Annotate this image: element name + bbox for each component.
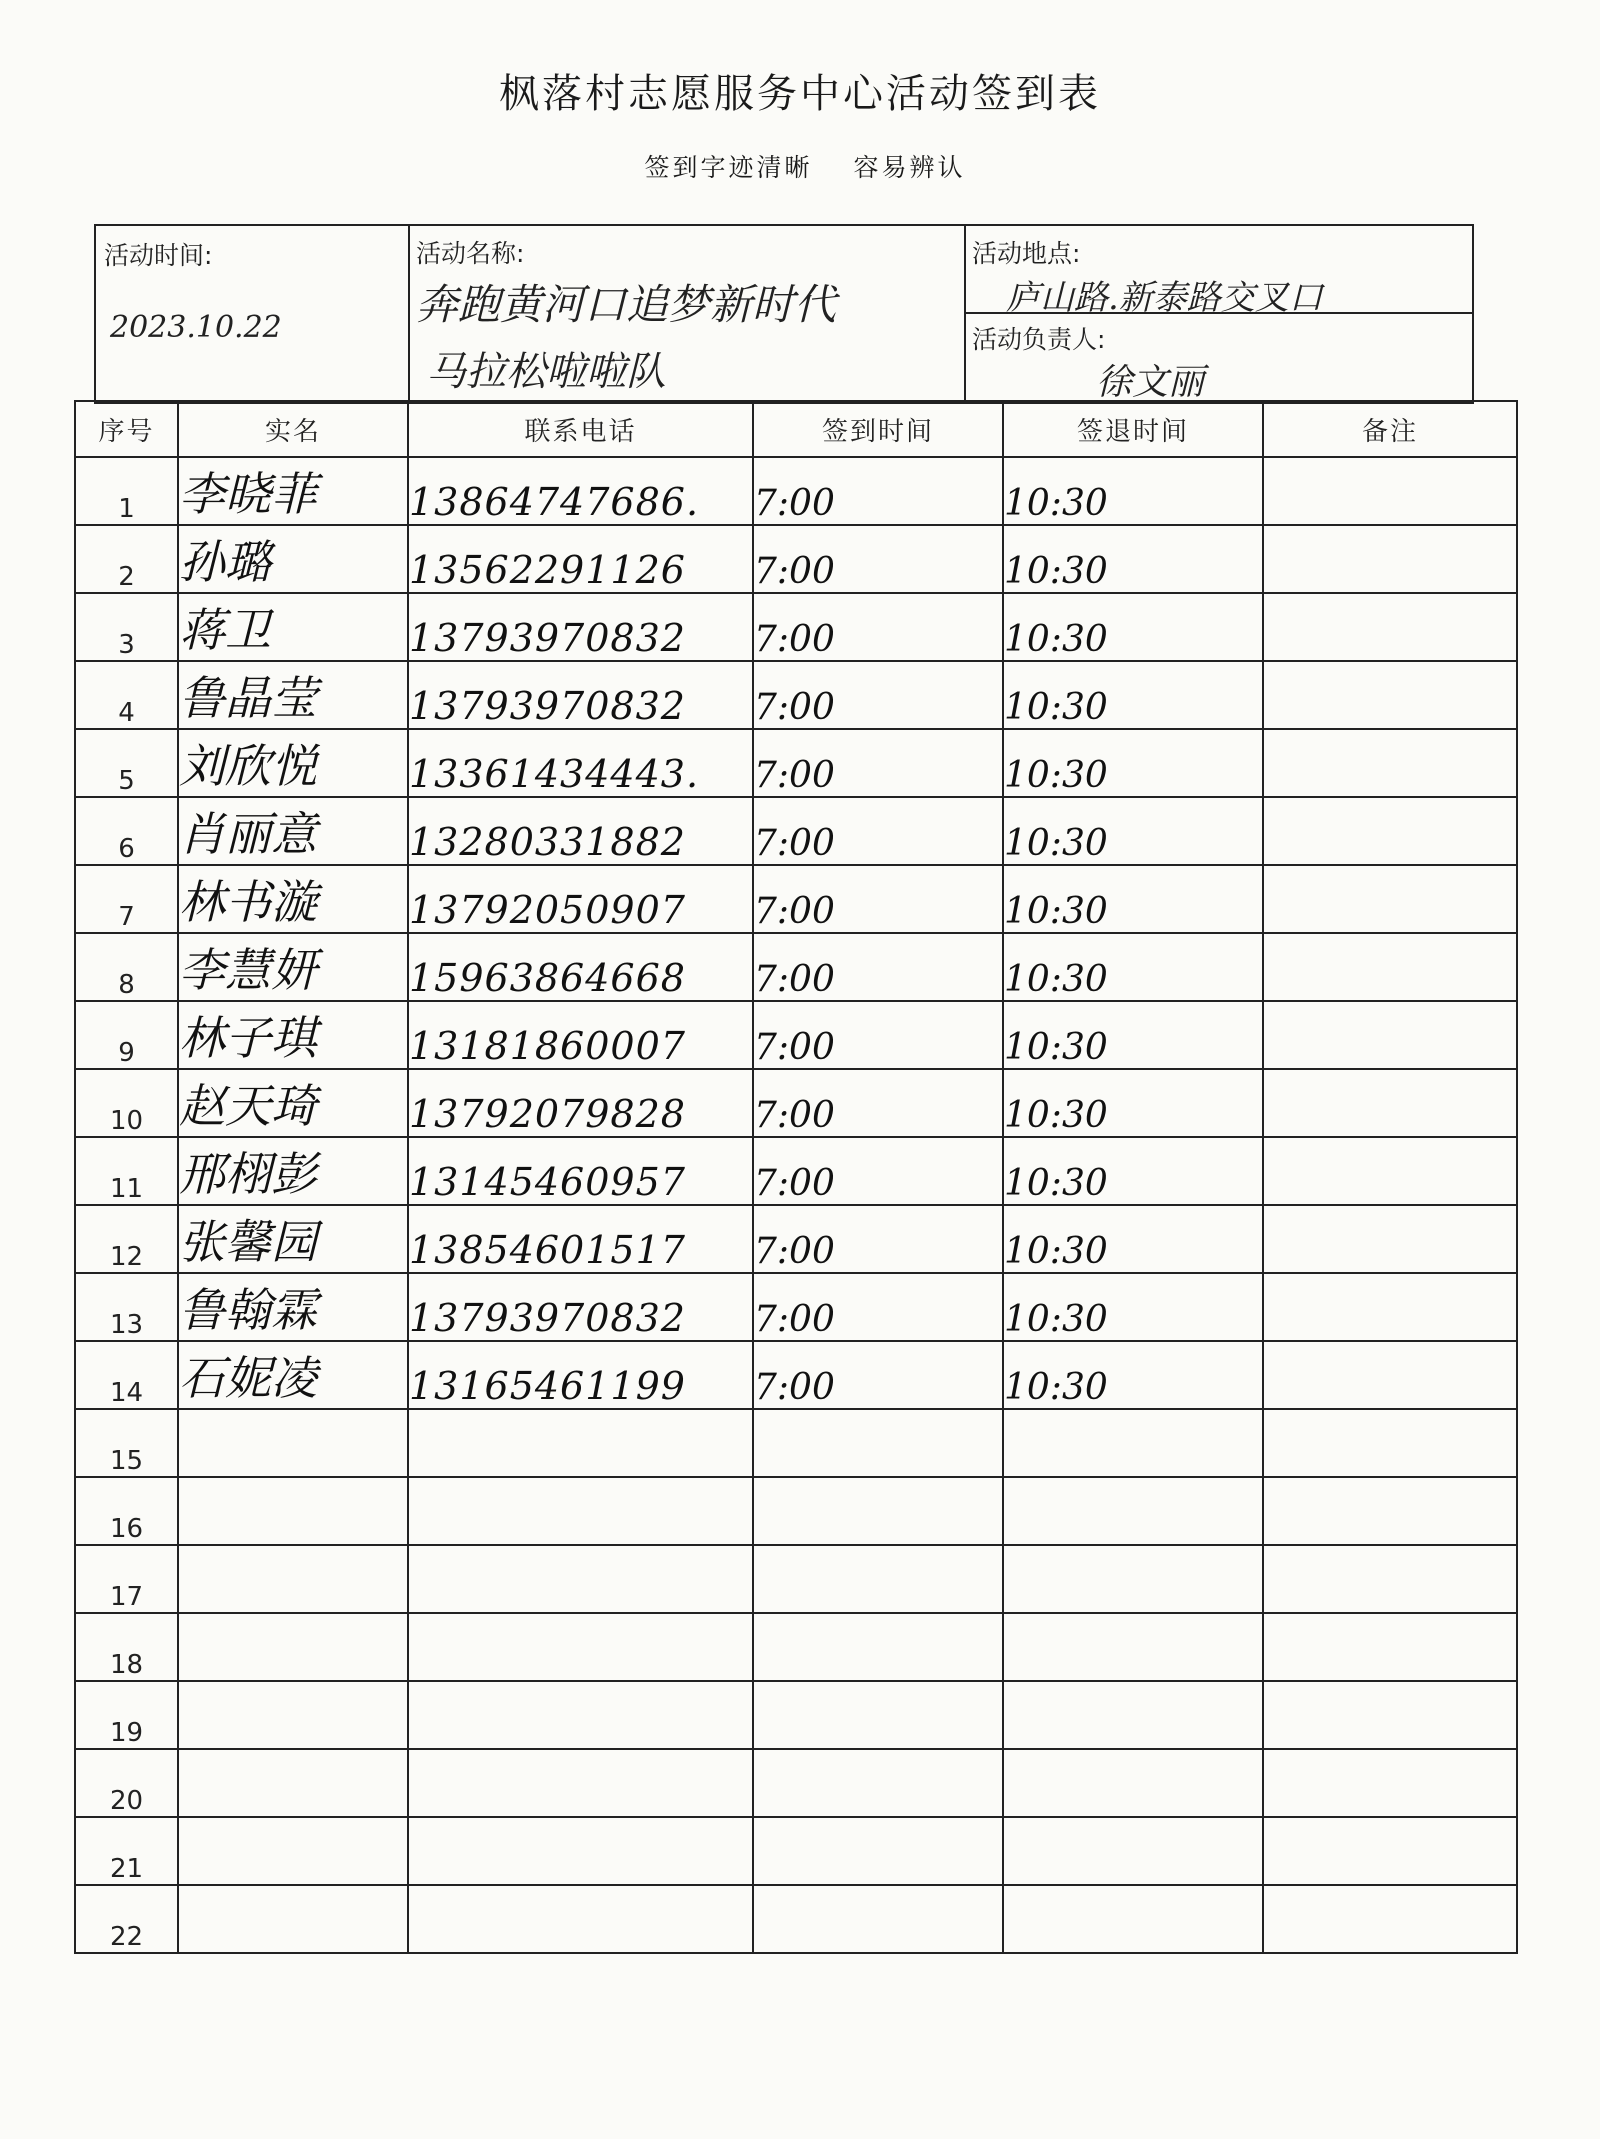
row-index (75, 865, 178, 933)
row-checkout-time (1003, 865, 1263, 933)
row-name-text: 林子琪 (179, 1011, 317, 1065)
row-phone-text: 13864747686. (409, 480, 700, 524)
row-phone (408, 457, 753, 525)
row-checkout-time (1003, 1069, 1263, 1137)
row-name-text: 赵天琦 (179, 1079, 317, 1133)
row-index-text: 10 (109, 1106, 144, 1136)
row-checkin-time-text: 7:00 (754, 823, 835, 864)
row-name-text: 林书漩 (179, 875, 317, 929)
row-name (178, 661, 408, 729)
row-checkin-time-text: 7:00 (754, 1299, 835, 1340)
row-checkout-time (1003, 1749, 1263, 1817)
page-subtitle: 签到字迹清晰 容易辨认 (644, 153, 966, 182)
table-row (75, 1885, 1517, 1953)
row-checkin-time-text: 7:00 (754, 619, 835, 660)
row-checkout-time-text: 10:30 (1004, 483, 1108, 524)
row-checkin-time (753, 1069, 1003, 1137)
row-checkin-time-text: 7:00 (754, 687, 835, 728)
activity-name-label: 活动名称: (416, 239, 525, 268)
table-row (75, 1205, 1517, 1273)
row-phone-text: 15963864668 (409, 956, 686, 1000)
row-phone-text: 13793970832 (409, 684, 686, 728)
row-phone-text: 13165461199 (409, 1364, 686, 1408)
row-index-text: 19 (109, 1718, 144, 1748)
col-header-phone: 联系电话 (408, 401, 753, 457)
activity-time-label: 活动时间: (104, 241, 213, 270)
col-header-name: 实名 (178, 401, 408, 457)
row-phone (408, 525, 753, 593)
activity-name-value-line2: 马拉松啦啦队 (426, 349, 666, 395)
table-row (75, 1749, 1517, 1817)
row-checkin-time-text: 7:00 (754, 755, 835, 796)
row-checkout-time (1003, 1205, 1263, 1273)
row-name (178, 1477, 408, 1545)
row-index-text: 14 (109, 1378, 144, 1408)
row-note (1263, 1273, 1517, 1341)
row-name-text: 李慧妍 (179, 943, 317, 997)
row-checkout-time (1003, 1545, 1263, 1613)
row-index-text: 21 (109, 1854, 144, 1884)
row-index-text: 16 (109, 1514, 144, 1544)
row-note (1263, 1001, 1517, 1069)
row-phone (408, 1477, 753, 1545)
row-phone-text: 13793970832 (409, 1296, 686, 1340)
row-name-text: 蒋卫 (179, 603, 271, 657)
row-checkout-time (1003, 1817, 1263, 1885)
row-phone (408, 1001, 753, 1069)
row-index-text: 17 (109, 1582, 144, 1612)
table-row (75, 1341, 1517, 1409)
row-phone (408, 1681, 753, 1749)
row-checkout-time-text: 10:30 (1004, 1027, 1108, 1068)
table-row (75, 1477, 1517, 1545)
row-index (75, 1817, 178, 1885)
row-phone-text: 13361434443. (409, 752, 700, 796)
row-name (178, 797, 408, 865)
row-note (1263, 1341, 1517, 1409)
row-checkout-time (1003, 1477, 1263, 1545)
row-note (1263, 1069, 1517, 1137)
row-note (1263, 865, 1517, 933)
row-index-text: 13 (109, 1310, 144, 1340)
row-checkout-time (1003, 933, 1263, 1001)
row-name-text: 肖丽意 (179, 807, 317, 861)
table-row (75, 661, 1517, 729)
row-name-text: 刘欣悦 (179, 739, 317, 793)
row-index (75, 1069, 178, 1137)
row-index (75, 1205, 178, 1273)
row-index-text: 1 (118, 494, 135, 524)
row-phone (408, 865, 753, 933)
row-note (1263, 1681, 1517, 1749)
row-phone-text: 13792050907 (409, 888, 686, 932)
row-checkin-time (753, 457, 1003, 525)
row-checkin-time (753, 1817, 1003, 1885)
table-row (75, 1817, 1517, 1885)
row-phone (408, 933, 753, 1001)
row-name (178, 1341, 408, 1409)
row-phone (408, 661, 753, 729)
row-checkin-time (753, 797, 1003, 865)
sign-in-table (74, 400, 1518, 1954)
table-row (75, 1409, 1517, 1477)
row-phone-text: 13854601517 (409, 1228, 686, 1272)
row-checkout-time-text: 10:30 (1004, 959, 1108, 1000)
row-checkin-time (753, 661, 1003, 729)
row-note (1263, 661, 1517, 729)
row-checkout-time-text: 10:30 (1004, 619, 1108, 660)
row-index (75, 1341, 178, 1409)
row-index (75, 1885, 178, 1953)
row-phone (408, 1205, 753, 1273)
row-note (1263, 1545, 1517, 1613)
activity-info-box (94, 224, 1474, 404)
row-checkin-time-text: 7:00 (754, 1027, 835, 1068)
row-checkout-time (1003, 1681, 1263, 1749)
row-checkin-time (753, 933, 1003, 1001)
row-index-text: 22 (109, 1922, 144, 1952)
row-phone (408, 1749, 753, 1817)
row-checkout-time (1003, 1001, 1263, 1069)
row-note (1263, 1817, 1517, 1885)
row-index-text: 15 (109, 1446, 144, 1476)
row-checkin-time-text: 7:00 (754, 551, 835, 592)
row-name (178, 1817, 408, 1885)
row-name-text: 鲁翰霖 (179, 1283, 317, 1337)
row-note (1263, 1885, 1517, 1953)
row-phone-text: 13793970832 (409, 616, 686, 660)
row-checkout-time-text: 10:30 (1004, 891, 1108, 932)
row-checkin-time (753, 525, 1003, 593)
table-row (75, 1273, 1517, 1341)
row-name (178, 1545, 408, 1613)
row-name-text: 张馨园 (179, 1215, 317, 1269)
row-index (75, 729, 178, 797)
row-checkout-time (1003, 1137, 1263, 1205)
row-checkin-time (753, 1341, 1003, 1409)
page-title: 枫落村志愿服务中心活动签到表 (499, 71, 1101, 117)
row-checkin-time-text: 7:00 (754, 1231, 835, 1272)
row-checkin-time (753, 1477, 1003, 1545)
table-row (75, 1137, 1517, 1205)
row-phone (408, 593, 753, 661)
row-checkin-time-text: 7:00 (754, 1367, 835, 1408)
table-header-row (75, 401, 1517, 457)
row-name (178, 1681, 408, 1749)
row-checkout-time-text: 10:30 (1004, 1299, 1108, 1340)
row-checkout-time (1003, 797, 1263, 865)
row-name-text: 孙璐 (179, 535, 271, 589)
row-name (178, 1749, 408, 1817)
row-phone (408, 1273, 753, 1341)
table-row (75, 1545, 1517, 1613)
activity-leader-label: 活动负责人: (972, 325, 1106, 354)
row-note (1263, 1477, 1517, 1545)
row-index (75, 797, 178, 865)
table-row (75, 525, 1517, 593)
row-checkout-time-text: 10:30 (1004, 551, 1108, 592)
row-index-text: 4 (118, 698, 135, 728)
row-checkout-time (1003, 457, 1263, 525)
row-checkout-time (1003, 593, 1263, 661)
row-index-text: 12 (109, 1242, 144, 1272)
row-checkout-time-text: 10:30 (1004, 1163, 1108, 1204)
row-phone (408, 1545, 753, 1613)
info-divider (964, 226, 966, 404)
row-phone (408, 1885, 753, 1953)
row-checkin-time-text: 7:00 (754, 959, 835, 1000)
table-row (75, 865, 1517, 933)
row-name (178, 1001, 408, 1069)
row-name-text: 邢栩彭 (179, 1147, 317, 1201)
row-index-text: 8 (118, 970, 135, 1000)
table-row (75, 1613, 1517, 1681)
row-phone (408, 1137, 753, 1205)
row-checkout-time-text: 10:30 (1004, 823, 1108, 864)
row-index (75, 1749, 178, 1817)
row-name-text: 石妮凌 (179, 1351, 317, 1405)
row-note (1263, 1749, 1517, 1817)
table-row (75, 1069, 1517, 1137)
row-name (178, 1273, 408, 1341)
row-note (1263, 797, 1517, 865)
row-index (75, 1681, 178, 1749)
row-note (1263, 525, 1517, 593)
row-name (178, 933, 408, 1001)
row-checkout-time (1003, 661, 1263, 729)
row-index-text: 3 (118, 630, 135, 660)
row-phone-text: 13562291126 (409, 548, 686, 592)
row-phone (408, 1069, 753, 1137)
row-name-text: 李晓菲 (179, 467, 317, 521)
row-index (75, 1477, 178, 1545)
row-index (75, 1273, 178, 1341)
row-phone (408, 1817, 753, 1885)
col-header-index: 序号 (75, 401, 178, 457)
row-checkout-time-text: 10:30 (1004, 687, 1108, 728)
row-note (1263, 1409, 1517, 1477)
row-checkout-time-text: 10:30 (1004, 1095, 1108, 1136)
row-note (1263, 593, 1517, 661)
row-name (178, 1613, 408, 1681)
col-header-note: 备注 (1263, 401, 1517, 457)
row-name (178, 729, 408, 797)
row-index (75, 1137, 178, 1205)
row-checkout-time (1003, 1885, 1263, 1953)
row-index-text: 2 (118, 562, 135, 592)
row-note (1263, 729, 1517, 797)
row-note (1263, 933, 1517, 1001)
table-row (75, 729, 1517, 797)
row-checkin-time (753, 1681, 1003, 1749)
row-name (178, 1069, 408, 1137)
row-checkin-time (753, 1885, 1003, 1953)
activity-leader-value: 徐文丽 (1096, 362, 1205, 403)
row-name-text: 鲁晶莹 (179, 671, 317, 725)
row-phone-text: 13280331882 (409, 820, 686, 864)
activity-name-value-line1: 奔跑黄河口追梦新时代 (416, 280, 837, 329)
row-checkin-time (753, 1137, 1003, 1205)
row-phone (408, 1613, 753, 1681)
row-phone (408, 729, 753, 797)
row-checkout-time-text: 10:30 (1004, 1231, 1108, 1272)
row-checkin-time (753, 593, 1003, 661)
table-row (75, 1001, 1517, 1069)
row-phone-text: 13792079828 (409, 1092, 686, 1136)
row-checkout-time (1003, 525, 1263, 593)
row-checkin-time-text: 7:00 (754, 891, 835, 932)
table-row (75, 457, 1517, 525)
row-phone-text: 13145460957 (409, 1160, 686, 1204)
row-name (178, 1205, 408, 1273)
row-checkout-time (1003, 1273, 1263, 1341)
row-checkin-time (753, 865, 1003, 933)
row-index-text: 20 (109, 1786, 144, 1816)
row-index-text: 5 (118, 766, 135, 796)
col-header-checkout: 签退时间 (1003, 401, 1263, 457)
row-index (75, 933, 178, 1001)
row-checkin-time-text: 7:00 (754, 1095, 835, 1136)
row-note (1263, 1613, 1517, 1681)
table-row (75, 1681, 1517, 1749)
row-name (178, 457, 408, 525)
row-checkin-time-text: 7:00 (754, 483, 835, 524)
row-index-text: 7 (118, 902, 135, 932)
table-row (75, 797, 1517, 865)
col-header-checkin: 签到时间 (753, 401, 1003, 457)
row-phone (408, 1341, 753, 1409)
row-index (75, 525, 178, 593)
row-phone (408, 1409, 753, 1477)
row-index-text: 18 (109, 1650, 144, 1680)
row-checkin-time-text: 7:00 (754, 1163, 835, 1204)
row-checkout-time-text: 10:30 (1004, 755, 1108, 796)
row-name (178, 865, 408, 933)
row-checkout-time-text: 10:30 (1004, 1367, 1108, 1408)
row-index-text: 11 (109, 1174, 144, 1204)
row-name (178, 593, 408, 661)
row-phone (408, 797, 753, 865)
row-note (1263, 1205, 1517, 1273)
row-checkout-time (1003, 729, 1263, 797)
row-checkin-time (753, 1273, 1003, 1341)
row-index (75, 1613, 178, 1681)
table-row (75, 593, 1517, 661)
row-index (75, 593, 178, 661)
activity-place-label: 活动地点: (972, 239, 1081, 268)
row-note (1263, 457, 1517, 525)
row-name (178, 1409, 408, 1477)
row-checkin-time (753, 1409, 1003, 1477)
row-checkin-time (753, 1613, 1003, 1681)
info-divider (408, 226, 410, 404)
row-checkin-time (753, 1205, 1003, 1273)
row-checkin-time (753, 1001, 1003, 1069)
row-checkout-time (1003, 1409, 1263, 1477)
row-checkin-time (753, 1749, 1003, 1817)
row-checkout-time (1003, 1613, 1263, 1681)
row-checkin-time (753, 729, 1003, 797)
row-checkin-time (753, 1545, 1003, 1613)
row-name (178, 1885, 408, 1953)
row-checkout-time (1003, 1341, 1263, 1409)
row-index-text: 6 (118, 834, 135, 864)
row-phone-text: 13181860007 (409, 1024, 686, 1068)
row-index (75, 1409, 178, 1477)
row-index (75, 457, 178, 525)
row-name (178, 525, 408, 593)
row-name (178, 1137, 408, 1205)
row-index (75, 1545, 178, 1613)
activity-time-value: 2023.10.22 (110, 310, 282, 345)
row-index-text: 9 (118, 1038, 135, 1068)
row-index (75, 661, 178, 729)
table-row (75, 933, 1517, 1001)
row-note (1263, 1137, 1517, 1205)
row-index (75, 1001, 178, 1069)
activity-place-value: 庐山路.新泰路交叉口 (1006, 278, 1323, 318)
